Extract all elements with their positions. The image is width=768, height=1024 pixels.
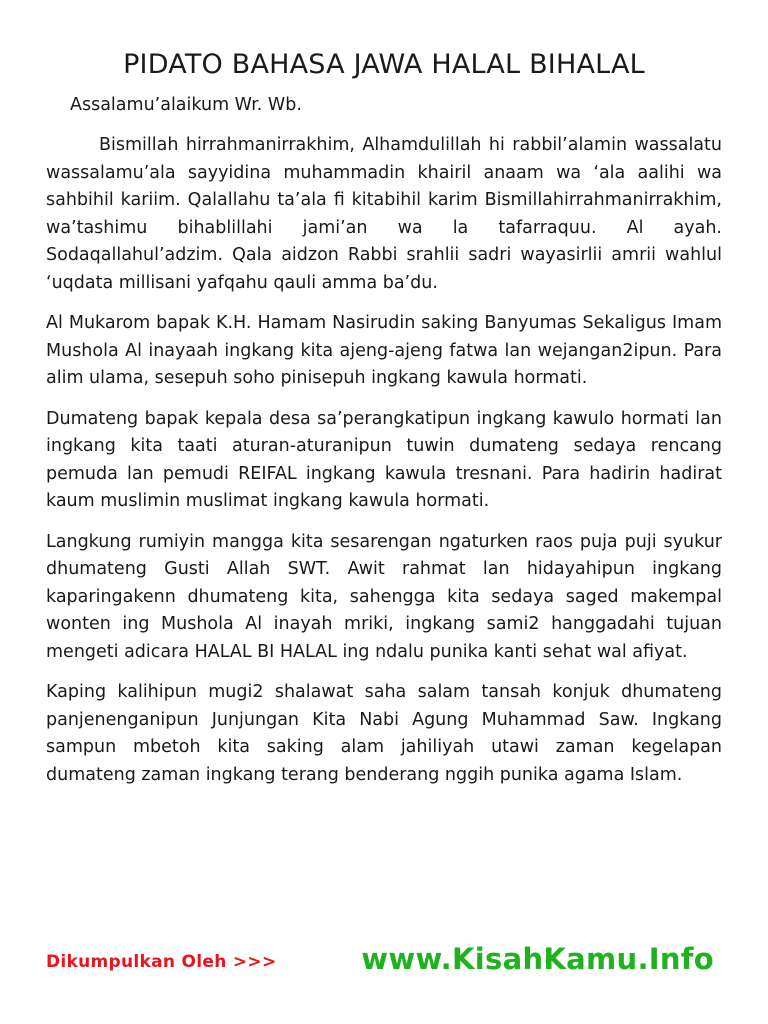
paragraph-gratitude: Langkung rumiyin mangga kita sesarengan ngaturken raos puja puji syukur dhumateng Gusti Allah SWT. Awit rahmat lan hidayahipun ingkang kaparingakenn dhumateng kita, sahengga kita sedaya saged makempal wonten ing Mushola Al inayah mriki, ingkang sami2 hanggadahi tujuan mengeti adicara HALAL BI HALAL ing ndalu punika kanti sehat wal afiyat. [46,531,722,662]
footer-banner [46,942,722,982]
footer-site-link[interactable]: www.KisahKamu.Info [361,942,714,976]
paragraph-shalawat: Kaping kalihipun mugi2 shalawat saha salam tansah konjuk dhumateng panjenenganipun Junjungan Kita Nabi Agung Muhammad Saw. Ingkang sampun mbetoh kita saking alam jahiliyah utawi zaman kegelapan dumateng zaman ingkang terang benderang nggih punika agama Islam. [46,682,722,785]
greeting-line: Assalamu’alaikum Wr. Wb. [70,95,302,115]
document-title: PIDATO BAHASA JAWA HALAL BIHALAL [123,49,645,80]
paragraph-salutation-guests: Al Mukarom bapak K.H. Hamam Nasirudin saking Banyumas Sekaligus Imam Mushola Al inayaah ingkang kita ajeng-ajeng fatwa lan wejangan2ipun. Para alim ulama, sesepuh soho pinisepuh ingkang kawula hormati. [46,313,722,388]
document-page [46,48,722,802]
paragraph-salutation-officials: Dumateng bapak kepala desa sa’perangkatipun ingkang kawulo hormati lan ingkang kita taati aturan-aturanipun tuwin dumateng sedaya rencang pemuda lan pemudi REIFAL ingkang kawula tresnani. Para hadirin hadirat kaum muslimin muslimat ingkang kawula hormati. [46,408,722,511]
footer-label: Dikumpulkan Oleh >>> [46,952,277,972]
paragraph-opening: Bismillah hirrahmanirrakhim, Alhamdulillah hi rabbil’alamin wassalatu wassalamu’ala sayyidina muhammadin khairil anaam wa ‘ala aalihi wa sahbihil kariim. Qalallahu ta’ala fi kitabihil karim Bismillahirrahmanirrakhim, wa’tashimu bihablillahi jami’an wa la tafarraquu. Al ayah. Sodaqallahul’adzim. Qala aidzon Rabbi srahlii sadri wayasirlii amrii wahlul ‘uqdata millisani yafqahu qauli amma ba’du. [46,135,722,293]
